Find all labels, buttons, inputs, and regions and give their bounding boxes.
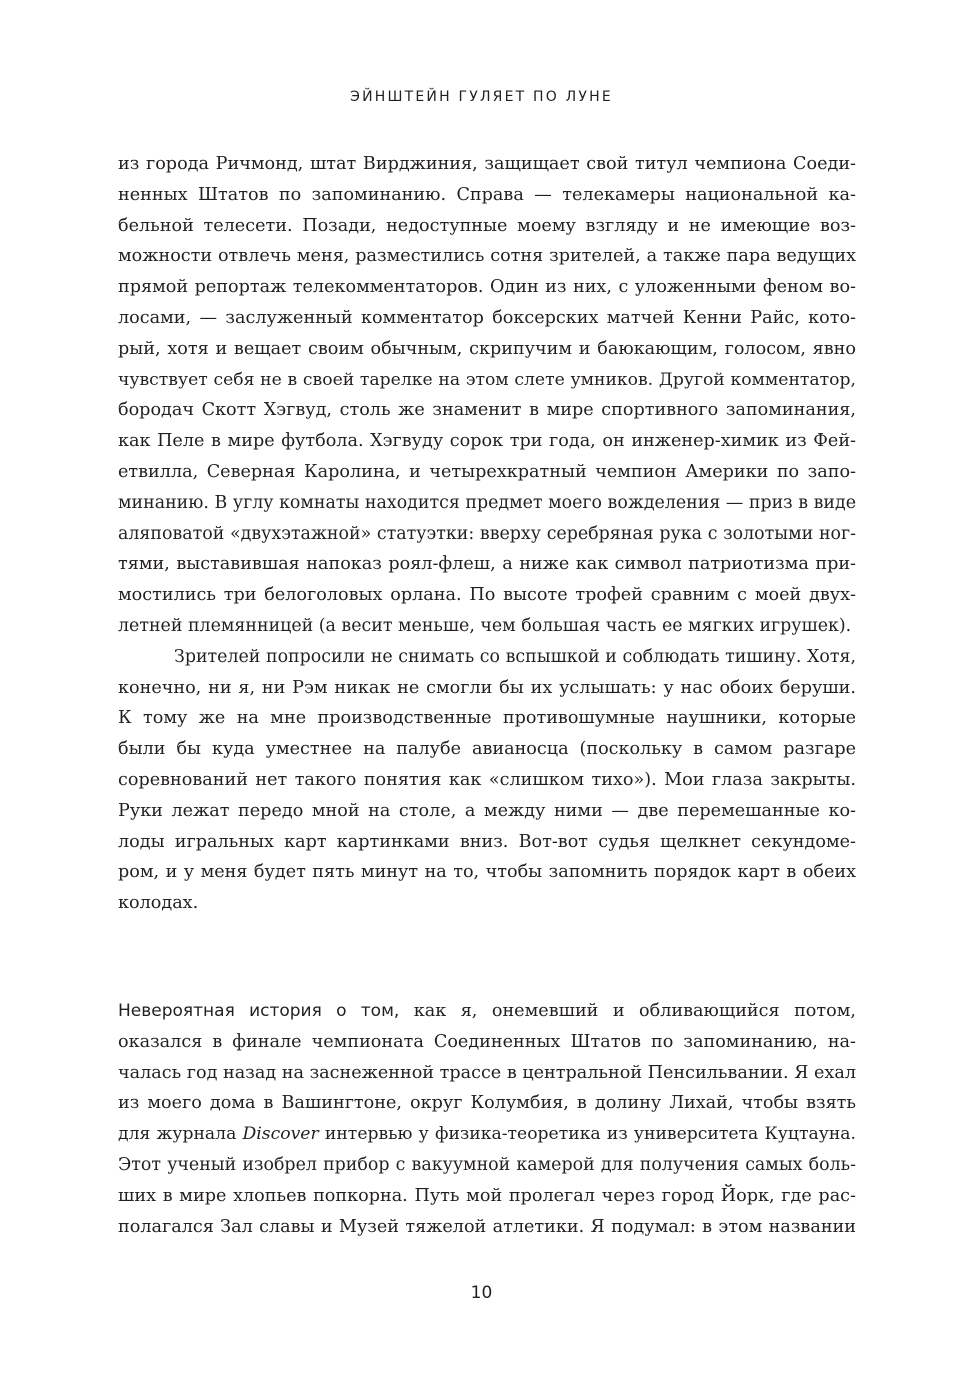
text-line: из моего дома в Вашингтоне, округ Колумбия, в долину Лихай, чтобы взять — [118, 1093, 856, 1114]
body-text-section — [118, 996, 856, 1242]
text-line: ших в мире хлопьев попкорна. Путь мой пролегал через город Йорк, где рас- — [118, 1185, 856, 1206]
text-line: рый, хотя и вещает своим обычным, скрипучим и баюкающим, голосом, явно — [118, 338, 856, 359]
text-line: лосами, — заслуженный комментатор боксерских матчей Кенни Райс, кото- — [118, 307, 856, 328]
text-line: етвилла, Северная Каролина, и четырехкратный чемпион Америки по запо- — [118, 461, 856, 482]
text-line: минанию. В углу комнаты находится предмет моего вожделения — приз в виде — [118, 492, 856, 513]
text-line: соревнований нет такого понятия как «слишком тихо»). Мои глаза закрыты. — [118, 769, 856, 790]
text-line: оказался в финале чемпионата Соединенных Штатов по запоминанию, на- — [118, 1031, 856, 1052]
text-line: чувствует себя не в своей тарелке на этом слете умников. Другой комментатор, — [118, 369, 856, 390]
text-line: ненных Штатов по запоминанию. Справа — телекамеры национальной ка- — [118, 184, 856, 205]
text-line — [118, 996, 856, 1027]
text-line — [118, 1119, 856, 1150]
text-run: интервью у физика-теоретика из университета Куцтауна. — [318, 1124, 856, 1145]
text-line: тями, выставившая напоказ роял-флеш, а ниже как символ патриотизма при- — [118, 554, 856, 575]
text-line: Этот ученый изобрел прибор с вакуумной камерой для получения самых боль- — [118, 1154, 856, 1175]
text-line: аляповатой «двухэтажной» статуэтки: вверху серебряная рука с золотыми ног- — [118, 523, 856, 544]
text-line: Руки лежат передо мной на столе, а между ними — две перемешанные ко- — [118, 800, 856, 821]
body-text-top — [118, 149, 856, 919]
text-line: ром, и у меня будет пять минут на то, чтобы запомнить порядок карт в обеих — [118, 862, 856, 883]
text-run: как я, онемевший и обливающийся потом, — [399, 1001, 856, 1021]
text-line: мостились три белоголовых орлана. По высоте трофей сравним с моей двух- — [118, 585, 856, 606]
section-lead-in: Невероятная история о том, — [118, 1001, 400, 1021]
text-line: летней племянницей (а весит меньше, чем большая часть ее мягких игрушек). — [118, 615, 852, 636]
text-line: лоды игральных карт картинками вниз. Вот-вот судья щелкнет секундоме- — [118, 831, 856, 852]
text-line: К тому же на мне производственные противошумные наушники, которые — [118, 708, 856, 729]
text-line: Зрителей попросили не снимать со вспышкой и соблюдать тишину. Хотя, — [174, 646, 856, 667]
text-run: для журнала — [118, 1124, 243, 1145]
text-line: чалась год назад на заснеженной трассе в центральной Пенсильвании. Я ехал — [118, 1062, 856, 1083]
magazine-title: Discover — [242, 1124, 319, 1145]
text-line: прямой репортаж телекомментаторов. Один из них, с уложенными феном во- — [118, 277, 856, 298]
text-line: как Пеле в мире футбола. Хэгвуду сорок три года, он инженер-химик из Фей- — [118, 431, 856, 452]
running-head: ЭЙНШТЕЙН ГУЛЯЕТ ПО ЛУНЕ — [350, 89, 613, 105]
text-line: были бы куда уместнее на палубе авианосца (поскольку в самом разгаре — [118, 739, 856, 760]
text-line: колодах. — [118, 893, 199, 914]
text-line: бельной телесети. Позади, недоступные моему взгляду и не имеющие воз- — [118, 215, 856, 236]
text-line: из города Ричмонд, штат Вирджиния, защищает свой титул чемпиона Соеди- — [118, 154, 856, 174]
page-number: 10 — [470, 1283, 493, 1303]
text-line: конечно, ни я, ни Рэм никак не смогли бы их услышать: у нас обоих беруши. — [118, 677, 856, 698]
text-line: можности отвлечь меня, разместились сотня зрителей, а также пара ведущих — [118, 246, 856, 267]
text-line: бородач Скотт Хэгвуд, столь же знаменит в мире спортивного запоминания, — [118, 400, 856, 421]
text-line: полагался Зал славы и Музей тяжелой атлетики. Я подумал: в этом названии — [118, 1216, 856, 1237]
